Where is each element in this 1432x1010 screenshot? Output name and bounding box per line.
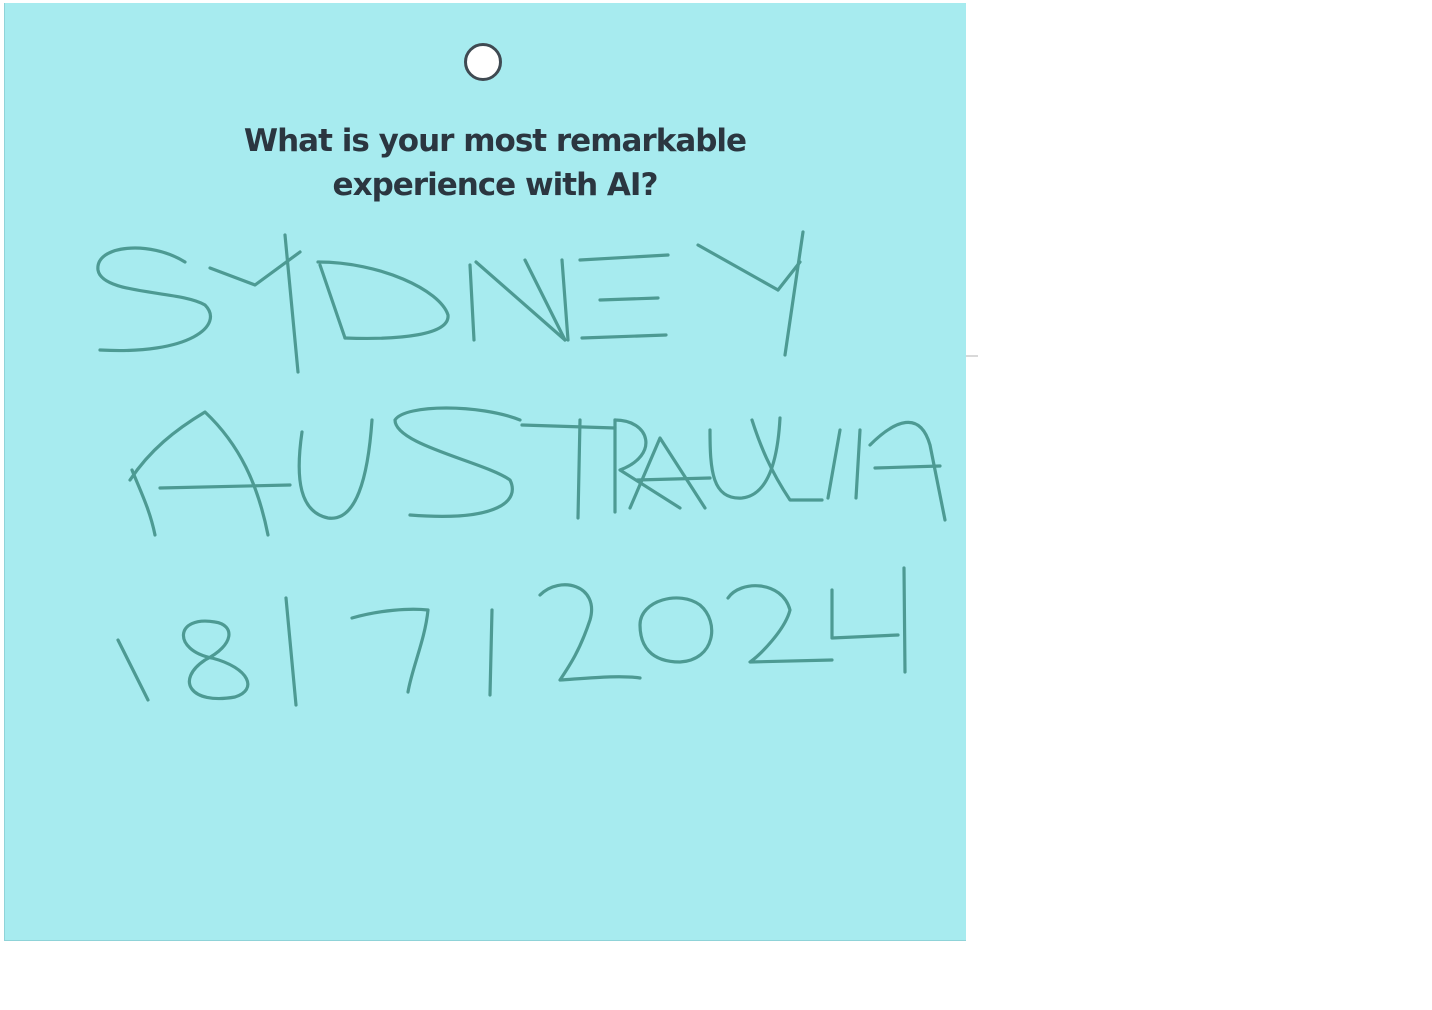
handwritten-line-sydney <box>98 232 803 372</box>
handwritten-line-australia <box>130 408 945 535</box>
prompt-line-2: experience with AI? <box>332 167 658 203</box>
prompt-line-1: What is your most remarkable <box>243 123 747 159</box>
handwritten-line-date <box>118 568 905 705</box>
